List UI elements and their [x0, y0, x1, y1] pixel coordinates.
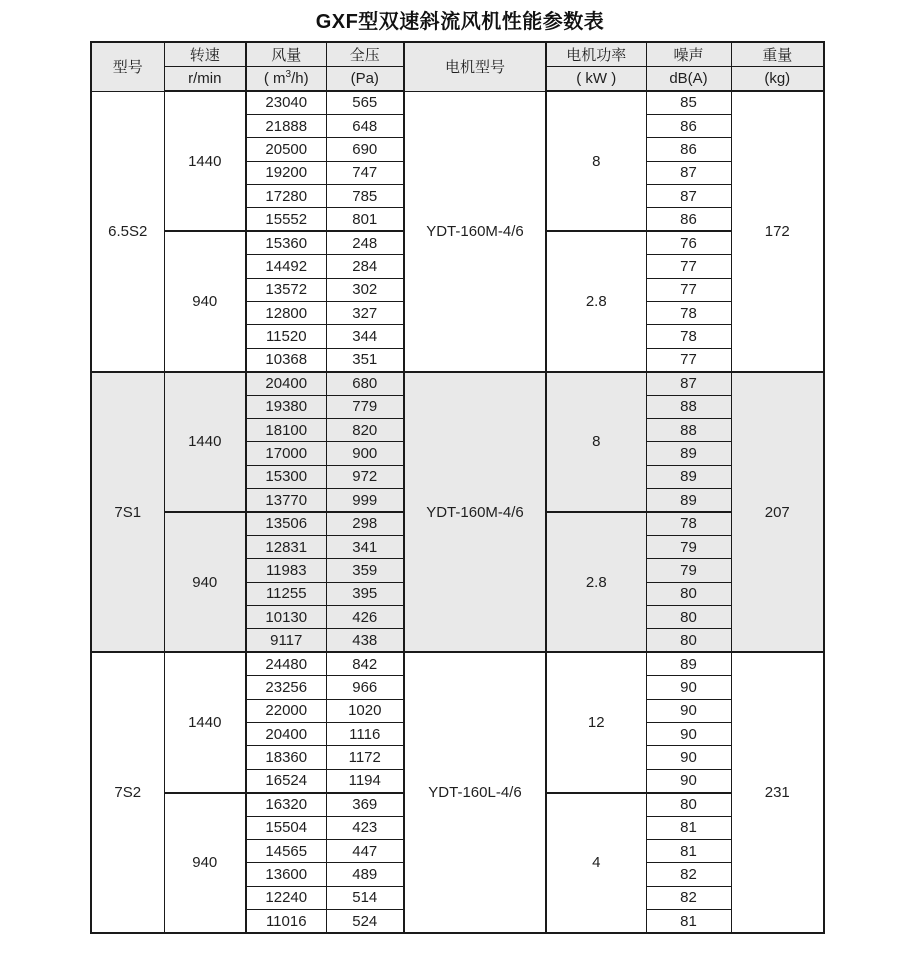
header-motor: 电机型号 [404, 42, 546, 91]
pressure-cell: 565 [326, 91, 404, 114]
airflow-cell: 15300 [246, 465, 326, 488]
airflow-cell: 19200 [246, 161, 326, 184]
airflow-cell: 23040 [246, 91, 326, 114]
pressure-cell: 284 [326, 255, 404, 278]
pressure-cell: 648 [326, 114, 404, 137]
airflow-cell: 11520 [246, 325, 326, 348]
header-weight-unit: (kg) [731, 67, 824, 92]
weight-cell: 172 [731, 91, 824, 372]
power-cell: 4 [546, 793, 646, 933]
pressure-cell: 1116 [326, 723, 404, 746]
pressure-cell: 1194 [326, 769, 404, 792]
noise-cell: 87 [646, 161, 731, 184]
noise-cell: 76 [646, 231, 731, 254]
header-airflow-unit: ( $m^3/h$) [246, 67, 326, 92]
pressure-cell: 972 [326, 465, 404, 488]
speed-cell: 1440 [164, 652, 246, 792]
pressure-cell: 1172 [326, 746, 404, 769]
airflow-cell: 11016 [246, 910, 326, 933]
pressure-cell: 820 [326, 418, 404, 441]
airflow-cell: 14492 [246, 255, 326, 278]
page-title: GXF型双速斜流风机性能参数表 [315, 11, 605, 33]
airflow-cell: 13506 [246, 512, 326, 535]
airflow-cell: 15552 [246, 208, 326, 231]
noise-cell: 79 [646, 559, 731, 582]
noise-cell: 87 [646, 185, 731, 208]
airflow-cell: 16524 [246, 769, 326, 792]
pressure-cell: 423 [326, 816, 404, 839]
noise-cell: 87 [646, 372, 731, 395]
header-pressure-unit: (Pa) [326, 67, 404, 92]
airflow-cell: 22000 [246, 699, 326, 722]
airflow-cell: 13600 [246, 863, 326, 886]
pressure-cell: 900 [326, 442, 404, 465]
noise-cell: 90 [646, 699, 731, 722]
pressure-cell: 489 [326, 863, 404, 886]
noise-cell: 89 [646, 489, 731, 512]
motor-cell: YDT-160L-4/6 [404, 652, 546, 933]
power-cell: 8 [546, 91, 646, 231]
table-header [91, 42, 824, 91]
speed-cell: 1440 [164, 91, 246, 231]
header-speed-unit: r/min [164, 67, 246, 92]
pressure-cell: 999 [326, 489, 404, 512]
noise-cell: 78 [646, 302, 731, 325]
airflow-cell: 20400 [246, 723, 326, 746]
table-row [91, 372, 824, 395]
noise-cell: 78 [646, 512, 731, 535]
airflow-cell: 24480 [246, 652, 326, 675]
airflow-cell: 20400 [246, 372, 326, 395]
header-airflow: 风量 [246, 42, 326, 67]
airflow-cell: 15360 [246, 231, 326, 254]
airflow-cell: 23256 [246, 676, 326, 699]
noise-cell: 78 [646, 325, 731, 348]
airflow-cell: 13770 [246, 489, 326, 512]
model-cell: 7S2 [91, 652, 164, 933]
airflow-cell: 19380 [246, 395, 326, 418]
pressure-cell: 680 [326, 372, 404, 395]
airflow-cell: 17000 [246, 442, 326, 465]
pressure-cell: 842 [326, 652, 404, 675]
pressure-cell: 801 [326, 208, 404, 231]
noise-cell: 86 [646, 138, 731, 161]
noise-cell: 80 [646, 606, 731, 629]
weight-cell: 207 [731, 372, 824, 653]
pressure-cell: 395 [326, 582, 404, 605]
pressure-cell: 359 [326, 559, 404, 582]
header-noise-unit: dB(A) [646, 67, 731, 92]
noise-cell: 81 [646, 910, 731, 933]
speed-cell: 940 [164, 512, 246, 652]
airflow-cell: 12831 [246, 535, 326, 558]
pressure-cell: 524 [326, 910, 404, 933]
airflow-cell: 11983 [246, 559, 326, 582]
pressure-cell: 327 [326, 302, 404, 325]
motor-cell: YDT-160M-4/6 [404, 372, 546, 653]
table-row [91, 91, 824, 114]
weight-cell: 231 [731, 652, 824, 933]
power-cell: 2.8 [546, 231, 646, 371]
noise-cell: 77 [646, 255, 731, 278]
power-cell: 2.8 [546, 512, 646, 652]
noise-cell: 90 [646, 746, 731, 769]
airflow-cell: 12240 [246, 886, 326, 909]
pressure-cell: 514 [326, 886, 404, 909]
header-model: 型号 [91, 42, 164, 91]
airflow-cell: 10368 [246, 348, 326, 371]
noise-cell: 86 [646, 114, 731, 137]
pressure-cell: 369 [326, 793, 404, 816]
noise-cell: 90 [646, 769, 731, 792]
power-cell: 12 [546, 652, 646, 792]
noise-cell: 79 [646, 535, 731, 558]
airflow-cell: 18100 [246, 418, 326, 441]
pressure-cell: 1020 [326, 699, 404, 722]
noise-cell: 90 [646, 676, 731, 699]
noise-cell: 88 [646, 418, 731, 441]
pressure-cell: 344 [326, 325, 404, 348]
airflow-cell: 15504 [246, 816, 326, 839]
noise-cell: 82 [646, 863, 731, 886]
airflow-cell: 9117 [246, 629, 326, 652]
speed-cell: 1440 [164, 372, 246, 512]
pressure-cell: 302 [326, 278, 404, 301]
noise-cell: 89 [646, 465, 731, 488]
noise-cell: 82 [646, 886, 731, 909]
noise-cell: 80 [646, 793, 731, 816]
speed-cell: 940 [164, 231, 246, 371]
header-noise: 噪声 [646, 42, 731, 67]
noise-cell: 81 [646, 816, 731, 839]
noise-cell: 80 [646, 582, 731, 605]
pressure-cell: 747 [326, 161, 404, 184]
model-cell: 6.5S2 [91, 91, 164, 372]
power-cell: 8 [546, 372, 646, 512]
pressure-cell: 351 [326, 348, 404, 371]
noise-cell: 80 [646, 629, 731, 652]
header-power-unit: ( kW ) [546, 67, 646, 92]
airflow-cell: 16320 [246, 793, 326, 816]
noise-cell: 86 [646, 208, 731, 231]
pressure-cell: 785 [326, 185, 404, 208]
noise-cell: 77 [646, 278, 731, 301]
speed-cell: 940 [164, 793, 246, 933]
model-cell: 7S1 [91, 372, 164, 653]
airflow-cell: 20500 [246, 138, 326, 161]
noise-cell: 89 [646, 652, 731, 675]
pressure-cell: 966 [326, 676, 404, 699]
motor-cell: YDT-160M-4/6 [404, 91, 546, 372]
pressure-cell: 426 [326, 606, 404, 629]
airflow-cell: 17280 [246, 185, 326, 208]
airflow-cell: 21888 [246, 114, 326, 137]
airflow-cell: 18360 [246, 746, 326, 769]
table-body [91, 91, 824, 933]
header-power: 电机功率 [546, 42, 646, 67]
noise-cell: 81 [646, 840, 731, 863]
pressure-cell: 248 [326, 231, 404, 254]
pressure-cell: 341 [326, 535, 404, 558]
table-row [91, 652, 824, 675]
airflow-cell: 12800 [246, 302, 326, 325]
header-pressure: 全压 [326, 42, 404, 67]
airflow-cell: 10130 [246, 606, 326, 629]
noise-cell: 85 [646, 91, 731, 114]
pressure-cell: 298 [326, 512, 404, 535]
header-weight: 重量 [731, 42, 824, 67]
airflow-cell: 13572 [246, 278, 326, 301]
pressure-cell: 438 [326, 629, 404, 652]
noise-cell: 77 [646, 348, 731, 371]
airflow-cell: 11255 [246, 582, 326, 605]
pressure-cell: 447 [326, 840, 404, 863]
airflow-cell: 14565 [246, 840, 326, 863]
noise-cell: 89 [646, 442, 731, 465]
fan-spec-table [90, 41, 825, 934]
noise-cell: 90 [646, 723, 731, 746]
pressure-cell: 779 [326, 395, 404, 418]
pressure-cell: 690 [326, 138, 404, 161]
noise-cell: 88 [646, 395, 731, 418]
header-speed: 转速 [164, 42, 246, 67]
